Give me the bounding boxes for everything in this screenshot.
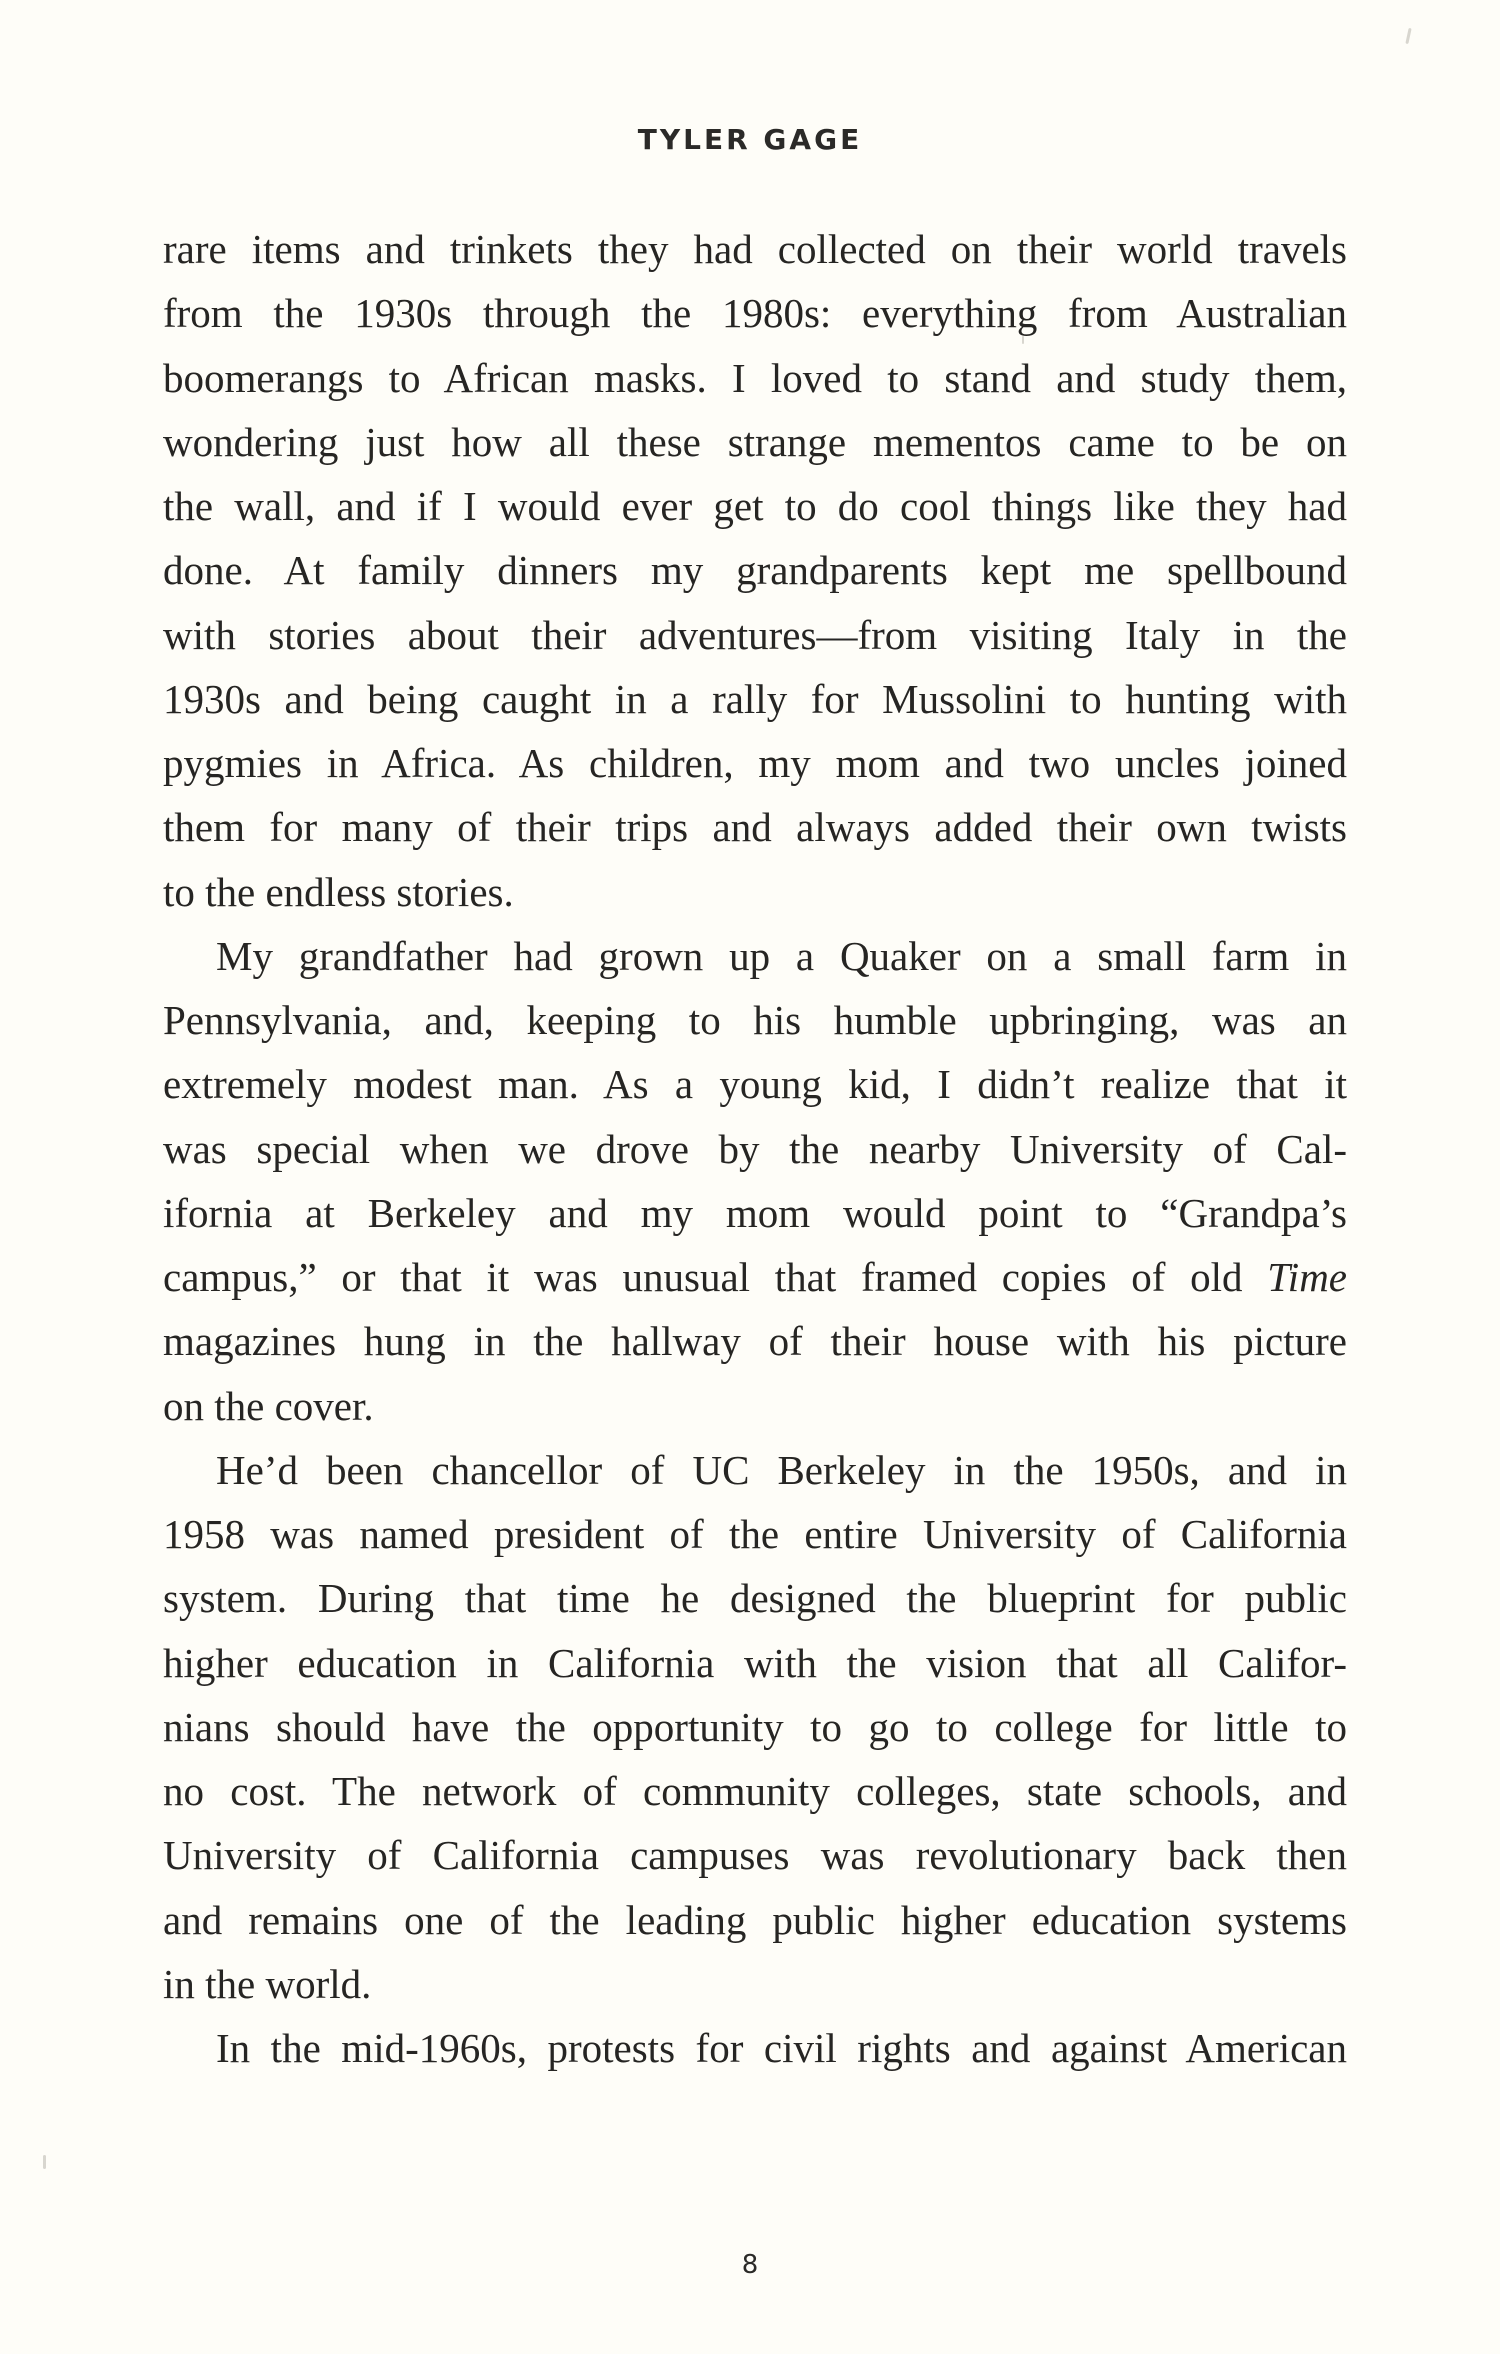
text-run: campus,” or that it was unusual that framed copies of old [163, 1254, 1243, 1300]
text-line: to the endless stories. [163, 868, 514, 915]
text-line: ifornia at Berkeley and my mom would point to “Grandpa’s [163, 1189, 1347, 1236]
paragraph [163, 217, 1347, 924]
paragraph [163, 924, 1347, 1438]
text-line: on the cover. [163, 1382, 374, 1429]
text-line: University of California campuses was revolutionary back then [163, 1832, 1347, 1879]
text-line: no cost. The network of community colleges, state schools, and [163, 1768, 1347, 1814]
text-line: with stories about their adventures—from visiting Italy in the [163, 611, 1347, 658]
text-line: 1930s and being caught in a rally for Mussolini to hunting with [163, 675, 1347, 722]
text-line: system. During that time he designed the blueprint for public [163, 1575, 1347, 1622]
text-line: done. At family dinners my grandparents kept me spellbound [163, 547, 1347, 594]
text-line: from the 1930s through the 1980s: everything from Australian [163, 290, 1347, 337]
paragraph [163, 2016, 1347, 2080]
text-line: was special when we drove by the nearby University of Cal- [163, 1125, 1347, 1172]
text-line: the wall, and if I would ever get to do cool things like they had [163, 483, 1347, 529]
text-line: Pennsylvania, and, keeping to his humble upbringing, was an [163, 997, 1347, 1043]
text-line: extremely modest man. As a young kid, I didn’t realize that it [163, 1061, 1347, 1108]
text-line: them for many of their trips and always added their own twists [163, 804, 1347, 851]
text-line: My grandfather had grown up a Quaker on a small farm in [216, 932, 1347, 979]
text-line: 1958 was named president of the entire University of California [163, 1511, 1347, 1557]
body-text [163, 217, 1347, 2080]
text-line: magazines hung in the hallway of their house with his picture [163, 1318, 1347, 1365]
scan-speck [1022, 336, 1024, 344]
text-line: nians should have the opportunity to go to college for little to [163, 1703, 1347, 1750]
text-line: wondering just how all these strange mementos came to be on [163, 418, 1347, 465]
text-line: boomerangs to African masks. I loved to stand and study them, [163, 354, 1347, 401]
page-number: 8 [741, 2250, 759, 2280]
text-line [163, 1245, 1347, 1309]
running-head-author: TYLER GAGE [637, 123, 863, 156]
text-line: higher education in California with the vision that all Califor- [163, 1639, 1347, 1686]
scan-speck [1405, 28, 1411, 44]
paragraph [163, 1438, 1347, 2016]
scan-speck [43, 2155, 46, 2169]
italic-title: Time [1267, 1254, 1348, 1300]
text-line: pygmies in Africa. As children, my mom and two uncles joined [163, 740, 1347, 786]
text-line: in the world. [163, 1960, 372, 2007]
text-line: rare items and trinkets they had collected on their world travels [163, 226, 1347, 272]
text-line: and remains one of the leading public higher education systems [163, 1896, 1347, 1943]
text-line: In the mid-1960s, protests for civil rights and against American [216, 2025, 1347, 2071]
text-line: He’d been chancellor of UC Berkeley in the 1950s, and in [216, 1446, 1347, 1493]
